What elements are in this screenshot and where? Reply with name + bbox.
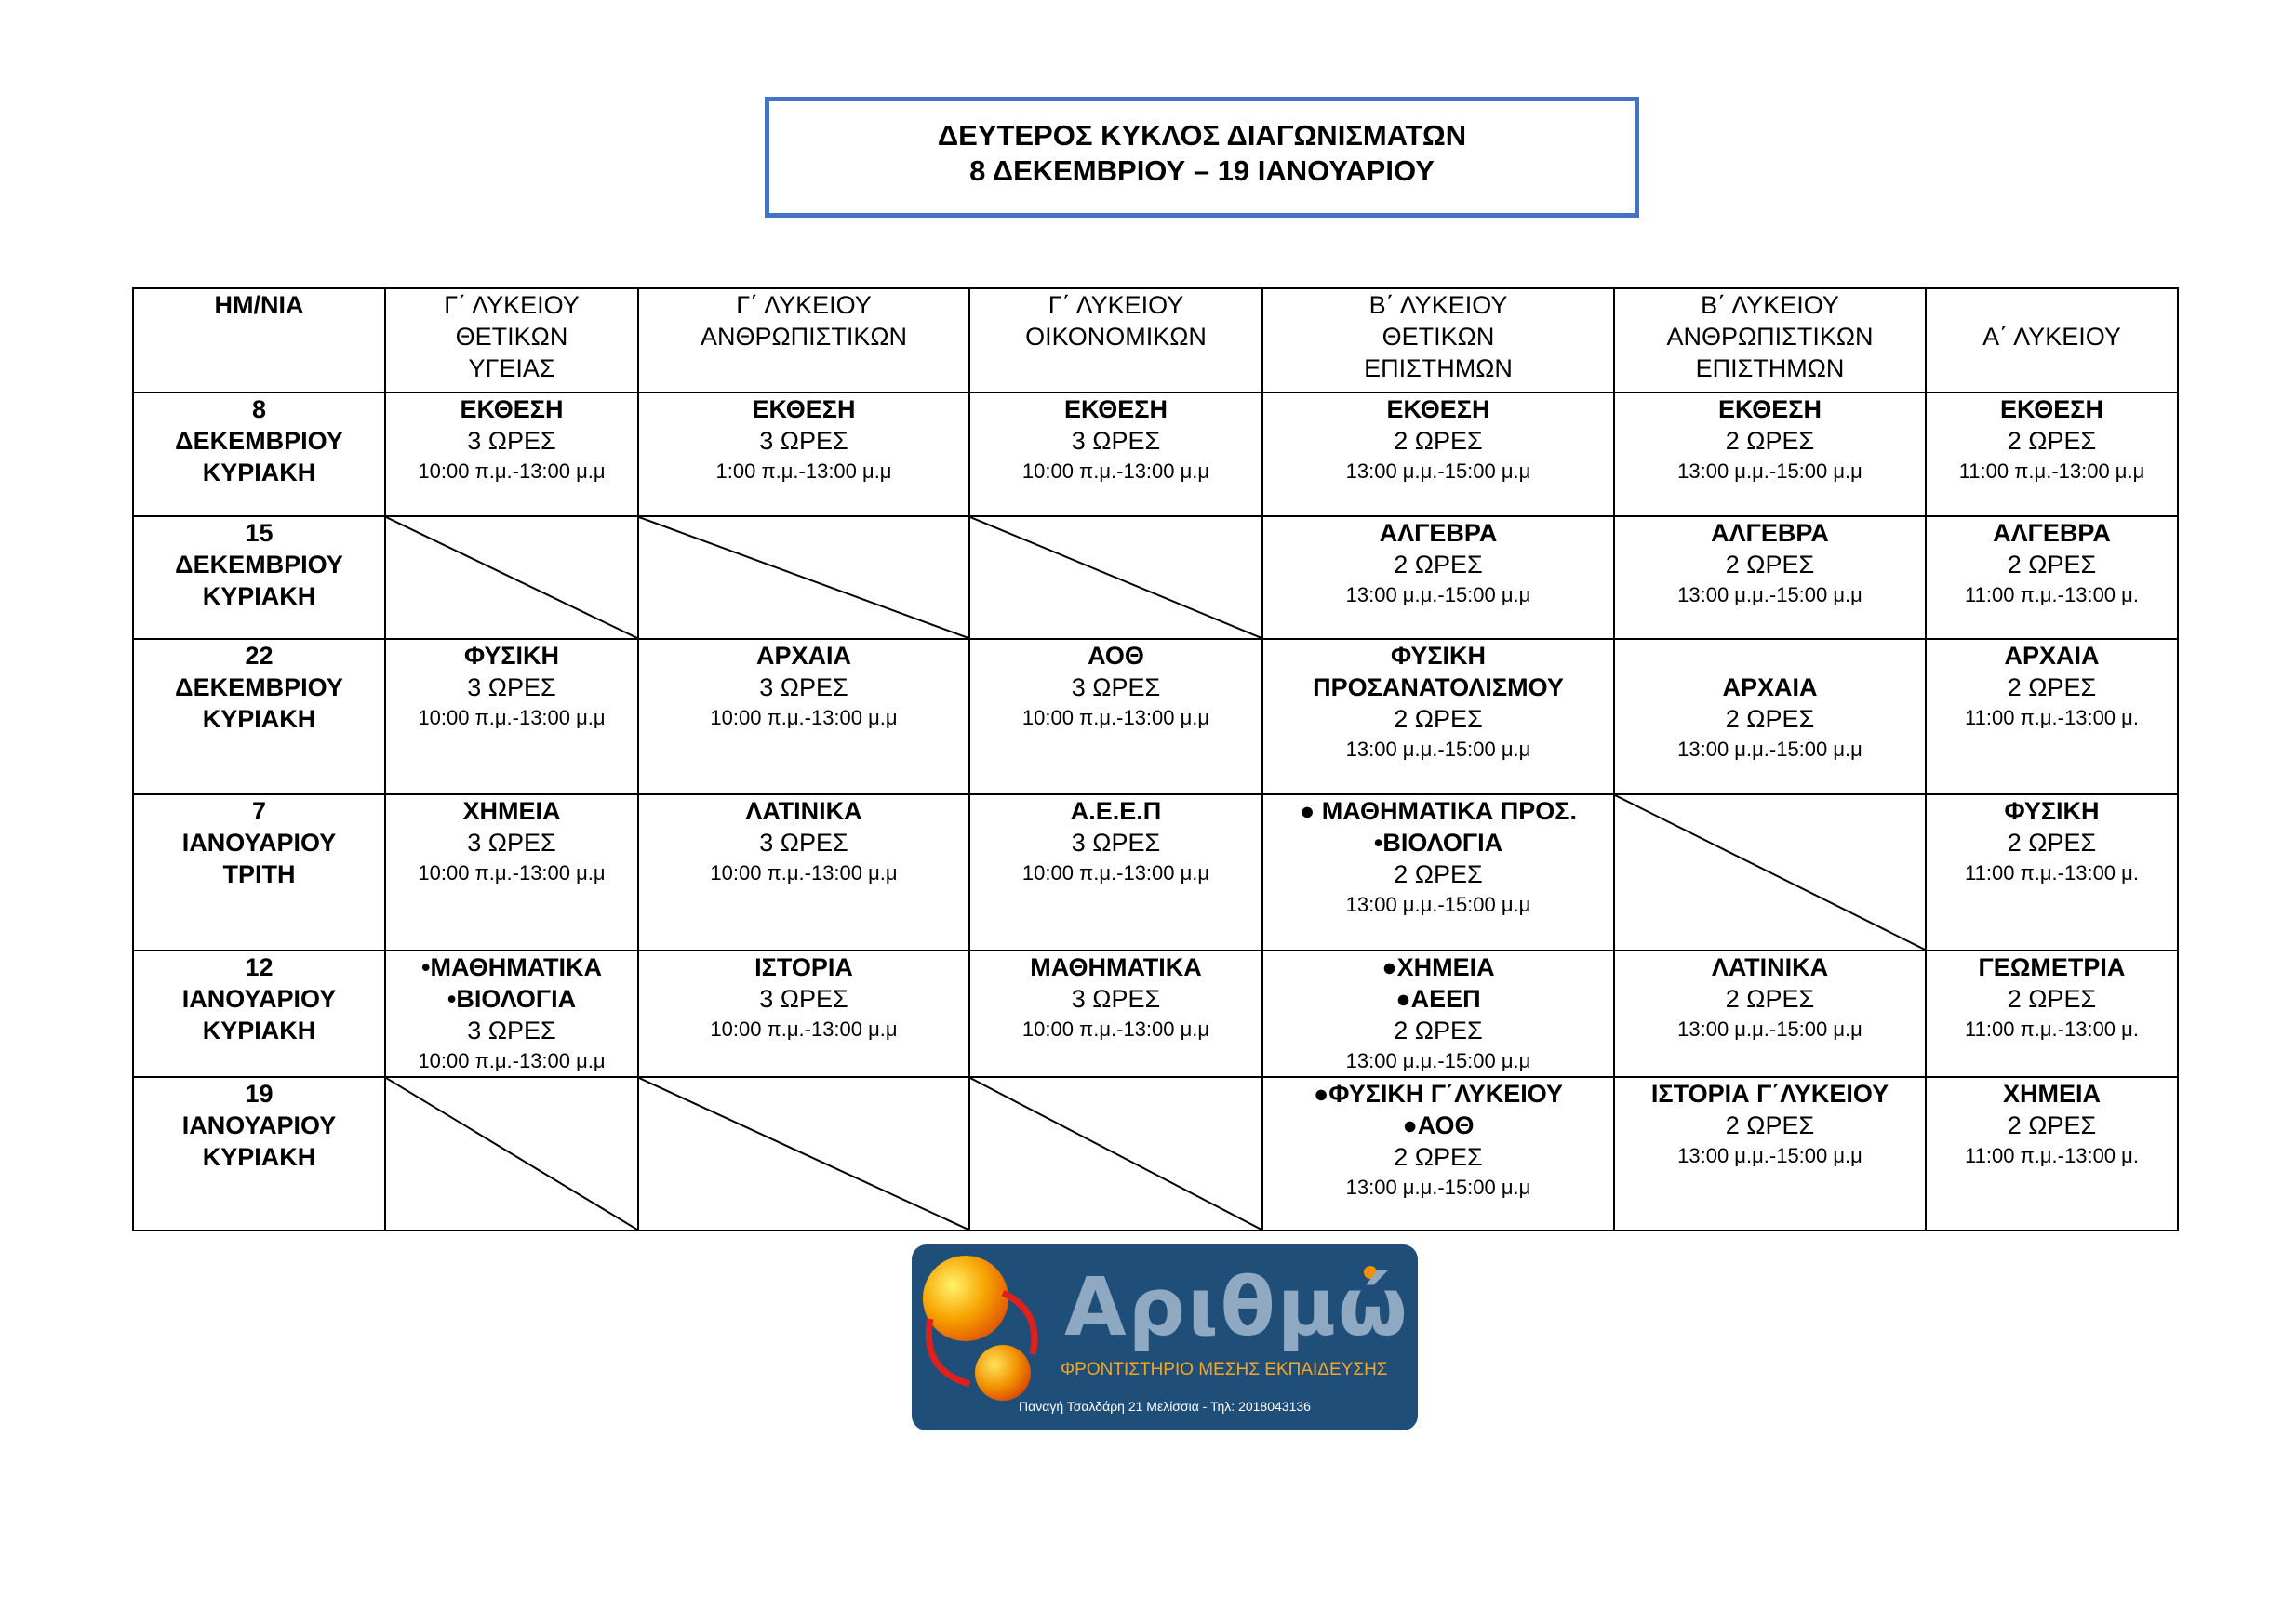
subject: ΙΣΤΟΡΙΑ	[754, 953, 853, 981]
subject: ΑΛΓΕΒΡΑ	[1993, 519, 2111, 547]
exam-cell	[385, 639, 638, 794]
logo-wordmark: Αριθμώ	[1064, 1261, 1409, 1354]
header-line: ΕΠΙΣΤΗΜΩΝ	[1364, 354, 1513, 382]
subject: ●ΧΗΜΕΙΑ	[1382, 953, 1495, 981]
duration: 3 ΩΡΕΣ	[759, 673, 848, 701]
time-range: 10:00 π.μ.-13:00 μ.μ	[710, 861, 898, 885]
duration: 3 ΩΡΕΣ	[759, 829, 848, 857]
date-line: ΙΑΝΟΥΑΡΙΟΥ	[181, 1111, 337, 1139]
header-line: ΗΜ/ΝΙΑ	[214, 291, 304, 319]
date-line: ΚΥΡΙΑΚΗ	[202, 1143, 316, 1171]
date-line: ΚΥΡΙΑΚΗ	[202, 705, 316, 733]
subject: ΦΥΣΙΚΗ	[2004, 797, 2100, 825]
date-line: 7	[251, 797, 267, 825]
logo-address: Παναγή Τσαλδάρη 21 Μελίσσια - Τηλ: 2018043136	[1019, 1399, 1311, 1414]
exam-cell	[1614, 516, 1926, 639]
subject: ΠΡΟΣΑΝΑΤΟΛΙΣΜΟΥ	[1313, 673, 1564, 701]
duration: 2 ΩΡΕΣ	[1394, 1143, 1483, 1171]
date-line: ΙΑΝΟΥΑΡΙΟΥ	[181, 829, 337, 857]
subject: Α.Ε.Ε.Π	[1070, 797, 1162, 825]
exam-cell	[1614, 1077, 1926, 1231]
subject: ΑΛΓΕΒΡΑ	[1379, 519, 1498, 547]
exam-cell	[638, 951, 969, 1077]
header-line: Γ΄ ΛΥΚΕΙΟΥ	[1048, 291, 1184, 319]
subject: ●ΑΕΕΠ	[1395, 985, 1481, 1013]
exam-cell	[1926, 639, 2178, 794]
empty-cell	[638, 516, 969, 639]
time-range: 10:00 π.μ.-13:00 μ.μ	[710, 706, 898, 729]
duration: 2 ΩΡΕΣ	[1725, 1111, 1815, 1139]
strike-line-icon	[386, 1078, 637, 1230]
subject: ●ΦΥΣΙΚΗ Γ΄ΛΥΚΕΙΟΥ	[1314, 1080, 1563, 1108]
header-line: ΑΝΘΡΩΠΙΣΤΙΚΩΝ	[1666, 323, 1874, 351]
date-line: ΤΡΙΤΗ	[222, 860, 296, 888]
duration: 3 ΩΡΕΣ	[759, 985, 848, 1013]
empty-cell	[638, 1077, 969, 1231]
duration: 2 ΩΡΕΣ	[2007, 985, 2097, 1013]
subject: ΑΡΧΑΙΑ	[1722, 673, 1818, 701]
strike-line-icon	[970, 1078, 1261, 1230]
logo-subtitle: ΦΡΟΝΤΙΣΤΗΡΙΟ ΜΕΣΗΣ ΕΚΠΑΙΔΕΥΣΗΣ	[1061, 1360, 1388, 1379]
subject: ΕΚΘΕΣΗ	[460, 395, 564, 423]
header-line: ΘΕΤΙΚΩΝ	[1382, 323, 1495, 351]
date-line: 22	[245, 642, 274, 670]
header-line: ΘΕΤΙΚΩΝ	[455, 323, 568, 351]
time-range: 10:00 π.μ.-13:00 μ.μ	[418, 706, 606, 729]
date-line: ΚΥΡΙΑΚΗ	[202, 582, 316, 610]
table-row	[133, 794, 2178, 951]
time-range: 11:00 π.μ.-13:00 μ.μ	[1958, 459, 2145, 483]
time-range: 13:00 μ.μ.-15:00 μ.μ	[1345, 1176, 1531, 1199]
time-range: 13:00 μ.μ.-15:00 μ.μ	[1345, 583, 1531, 606]
exam-cell	[1262, 639, 1614, 794]
subject: •ΒΙΟΛΟΓΙΑ	[447, 985, 577, 1013]
time-range: 13:00 μ.μ.-15:00 μ.μ	[1677, 459, 1862, 483]
time-range: 13:00 μ.μ.-15:00 μ.μ	[1345, 1049, 1531, 1072]
subject: ΕΚΘΕΣΗ	[2000, 395, 2103, 423]
exam-cell	[1262, 516, 1614, 639]
subject: ΑΡΧΑΙΑ	[755, 642, 851, 670]
time-range: 13:00 μ.μ.-15:00 μ.μ	[1677, 1018, 1862, 1041]
table-row	[133, 951, 2178, 1077]
empty-cell	[385, 516, 638, 639]
subject: ΕΚΘΕΣΗ	[1386, 395, 1490, 423]
time-range: 11:00 π.μ.-13:00 μ.	[1965, 1018, 2139, 1041]
header-row	[133, 288, 2178, 392]
date-line: ΔΕΚΕΜΒΡΙΟΥ	[175, 427, 343, 455]
date-cell	[133, 794, 385, 951]
duration: 2 ΩΡΕΣ	[1394, 1017, 1483, 1044]
subject: ΑΟΘ	[1088, 642, 1144, 670]
subject: ΜΑΘΗΜΑΤΙΚΑ	[1030, 953, 1202, 981]
date-line: ΔΕΚΕΜΒΡΙΟΥ	[175, 551, 343, 579]
table-row	[133, 1077, 2178, 1231]
subject: ●ΑΟΘ	[1402, 1111, 1475, 1139]
subject: ● ΜΑΘΗΜΑΤΙΚΑ ΠΡΟΣ.	[1299, 797, 1578, 825]
strike-line-icon	[386, 517, 637, 638]
duration: 2 ΩΡΕΣ	[2007, 673, 2097, 701]
exam-cell	[385, 951, 638, 1077]
exam-cell	[1262, 392, 1614, 516]
header-class-2	[638, 288, 969, 392]
duration: 2 ΩΡΕΣ	[2007, 551, 2097, 579]
duration: 2 ΩΡΕΣ	[1725, 985, 1815, 1013]
subject: ΕΚΘΕΣΗ	[1718, 395, 1822, 423]
strike-line-icon	[639, 1078, 968, 1230]
exam-cell	[1926, 794, 2178, 951]
exam-cell	[1926, 392, 2178, 516]
date-line: ΚΥΡΙΑΚΗ	[202, 459, 316, 486]
time-range: 13:00 μ.μ.-15:00 μ.μ	[1677, 1144, 1862, 1167]
time-range: 10:00 π.μ.-13:00 μ.μ	[418, 459, 606, 483]
subject: ΑΡΧΑΙΑ	[2004, 642, 2100, 670]
empty-cell	[1614, 794, 1926, 951]
title-line-2: 8 ΔΕΚΕΜΒΡΙΟΥ – 19 ΙΑΝΟΥΑΡΙΟΥ	[969, 154, 1435, 187]
header-line: Γ΄ ΛΥΚΕΙΟΥ	[736, 291, 872, 319]
exam-cell	[638, 392, 969, 516]
duration: 3 ΩΡΕΣ	[759, 427, 848, 455]
school-logo	[912, 1244, 1418, 1430]
subject: •ΜΑΘΗΜΑΤΙΚΑ	[421, 953, 602, 981]
duration: 2 ΩΡΕΣ	[1394, 860, 1483, 888]
header-line: ΕΠΙΣΤΗΜΩΝ	[1695, 354, 1845, 382]
strike-line-icon	[1615, 795, 1925, 950]
duration: 3 ΩΡΕΣ	[1071, 673, 1161, 701]
header-line: Β΄ ΛΥΚΕΙΟΥ	[1701, 291, 1839, 319]
time-range: 13:00 μ.μ.-15:00 μ.μ	[1345, 893, 1531, 916]
exam-cell	[969, 392, 1262, 516]
duration: 2 ΩΡΕΣ	[2007, 427, 2097, 455]
exam-cell	[1926, 516, 2178, 639]
time-range: 10:00 π.μ.-13:00 μ.μ	[710, 1018, 898, 1041]
title-line-1: ΔΕΥΤΕΡΟΣ ΚΥΚΛΟΣ ΔΙΑΓΩΝΙΣΜΑΤΩΝ	[937, 119, 1467, 152]
exam-cell	[1614, 639, 1926, 794]
date-cell	[133, 1077, 385, 1231]
header-class-1	[385, 288, 638, 392]
date-cell	[133, 392, 385, 516]
duration: 2 ΩΡΕΣ	[2007, 1111, 2097, 1139]
date-cell	[133, 516, 385, 639]
header-class-5	[1614, 288, 1926, 392]
header-line: ΑΝΘΡΩΠΙΣΤΙΚΩΝ	[700, 323, 908, 351]
header-line: Γ΄ ΛΥΚΕΙΟΥ	[444, 291, 580, 319]
date-cell	[133, 951, 385, 1077]
time-range: 10:00 π.μ.-13:00 μ.μ	[1021, 1018, 1210, 1041]
exam-cell	[385, 794, 638, 951]
subject: ΦΥΣΙΚΗ	[463, 642, 560, 670]
time-range: 11:00 π.μ.-13:00 μ.	[1965, 583, 2139, 606]
duration: 3 ΩΡΕΣ	[467, 427, 556, 455]
duration: 3 ΩΡΕΣ	[1071, 427, 1161, 455]
duration: 2 ΩΡΕΣ	[1394, 705, 1483, 733]
subject: ΙΣΤΟΡΙΑ Γ΄ΛΥΚΕΙΟΥ	[1650, 1080, 1889, 1108]
exam-cell	[385, 392, 638, 516]
time-range: 10:00 π.μ.-13:00 μ.μ	[1021, 861, 1210, 885]
time-range: 13:00 μ.μ.-15:00 μ.μ	[1345, 738, 1531, 761]
table-row	[133, 639, 2178, 794]
time-range: 13:00 μ.μ.-15:00 μ.μ	[1677, 583, 1862, 606]
date-line: ΔΕΚΕΜΒΡΙΟΥ	[175, 673, 343, 701]
subject: ΛΑΤΙΝΙΚΑ	[1711, 953, 1829, 981]
time-range: 10:00 π.μ.-13:00 μ.μ	[418, 861, 606, 885]
header-line: Β΄ ΛΥΚΕΙΟΥ	[1368, 291, 1508, 319]
exam-cell	[1262, 951, 1614, 1077]
subject: ΓΕΩΜΕΤΡΙΑ	[1978, 953, 2126, 981]
table-row	[133, 392, 2178, 516]
table-row	[133, 516, 2178, 639]
date-cell	[133, 639, 385, 794]
header-line: Α΄ ΛΥΚΕΙΟΥ	[1982, 323, 2121, 351]
exam-cell	[1926, 1077, 2178, 1231]
date-line: 15	[245, 519, 274, 547]
exam-cell	[1614, 392, 1926, 516]
time-range: 11:00 π.μ.-13:00 μ.	[1965, 706, 2139, 729]
duration: 2 ΩΡΕΣ	[1394, 551, 1483, 579]
subject: •ΒΙΟΛΟΓΙΑ	[1373, 829, 1503, 857]
subject: ΦΥΣΙΚΗ	[1390, 642, 1487, 670]
strike-line-icon	[970, 517, 1261, 638]
subject: ΛΑΤΙΝΙΚΑ	[745, 797, 862, 825]
subject: ΧΗΜΕΙΑ	[2002, 1080, 2101, 1108]
duration: 3 ΩΡΕΣ	[1071, 985, 1161, 1013]
strike-line-icon	[639, 517, 968, 638]
duration: 2 ΩΡΕΣ	[2007, 829, 2097, 857]
time-range: 10:00 π.μ.-13:00 μ.μ	[1021, 706, 1210, 729]
duration: 3 ΩΡΕΣ	[467, 1017, 556, 1044]
header-date	[133, 288, 385, 392]
header-class-4	[1262, 288, 1614, 392]
duration: 3 ΩΡΕΣ	[1071, 829, 1161, 857]
time-range: 1:00 π.μ.-13:00 μ.μ	[715, 459, 892, 483]
exam-cell	[969, 951, 1262, 1077]
date-line: 19	[245, 1080, 274, 1108]
date-line: 8	[251, 395, 267, 423]
title-box	[765, 97, 1639, 218]
exam-cell	[1614, 951, 1926, 1077]
time-range: 13:00 μ.μ.-15:00 μ.μ	[1345, 459, 1531, 483]
subject: ΑΛΓΕΒΡΑ	[1711, 519, 1829, 547]
date-line: ΙΑΝΟΥΑΡΙΟΥ	[181, 985, 337, 1013]
date-line: ΚΥΡΙΑΚΗ	[202, 1017, 316, 1044]
exam-cell	[1262, 794, 1614, 951]
empty-cell	[969, 516, 1262, 639]
date-line: 12	[245, 953, 274, 981]
exam-cell	[638, 639, 969, 794]
header-line: ΥΓΕΙΑΣ	[468, 354, 555, 382]
time-range: 11:00 π.μ.-13:00 μ.	[1965, 861, 2139, 885]
empty-cell	[969, 1077, 1262, 1231]
exam-cell	[1926, 951, 2178, 1077]
exam-cell	[638, 794, 969, 951]
subject: ΕΚΘΕΣΗ	[752, 395, 856, 423]
header-line: ΟΙΚΟΝΟΜΙΚΩΝ	[1025, 323, 1207, 351]
empty-cell	[385, 1077, 638, 1231]
exam-cell	[969, 794, 1262, 951]
subject: ΕΚΘΕΣΗ	[1064, 395, 1168, 423]
duration: 2 ΩΡΕΣ	[1725, 427, 1815, 455]
duration: 3 ΩΡΕΣ	[467, 673, 556, 701]
header-class-3	[969, 288, 1262, 392]
header-class-6	[1926, 288, 2178, 392]
time-range: 10:00 π.μ.-13:00 μ.μ	[418, 1049, 606, 1072]
time-range: 13:00 μ.μ.-15:00 μ.μ	[1677, 738, 1862, 761]
duration: 3 ΩΡΕΣ	[467, 829, 556, 857]
exam-cell	[1262, 1077, 1614, 1231]
exam-cell	[969, 639, 1262, 794]
subject: ΧΗΜΕΙΑ	[462, 797, 561, 825]
duration: 2 ΩΡΕΣ	[1725, 551, 1815, 579]
exam-schedule-table	[132, 287, 2179, 1231]
duration: 2 ΩΡΕΣ	[1725, 705, 1815, 733]
time-range: 10:00 π.μ.-13:00 μ.μ	[1021, 459, 1210, 483]
duration: 2 ΩΡΕΣ	[1394, 427, 1483, 455]
time-range: 11:00 π.μ.-13:00 μ.	[1965, 1144, 2139, 1167]
